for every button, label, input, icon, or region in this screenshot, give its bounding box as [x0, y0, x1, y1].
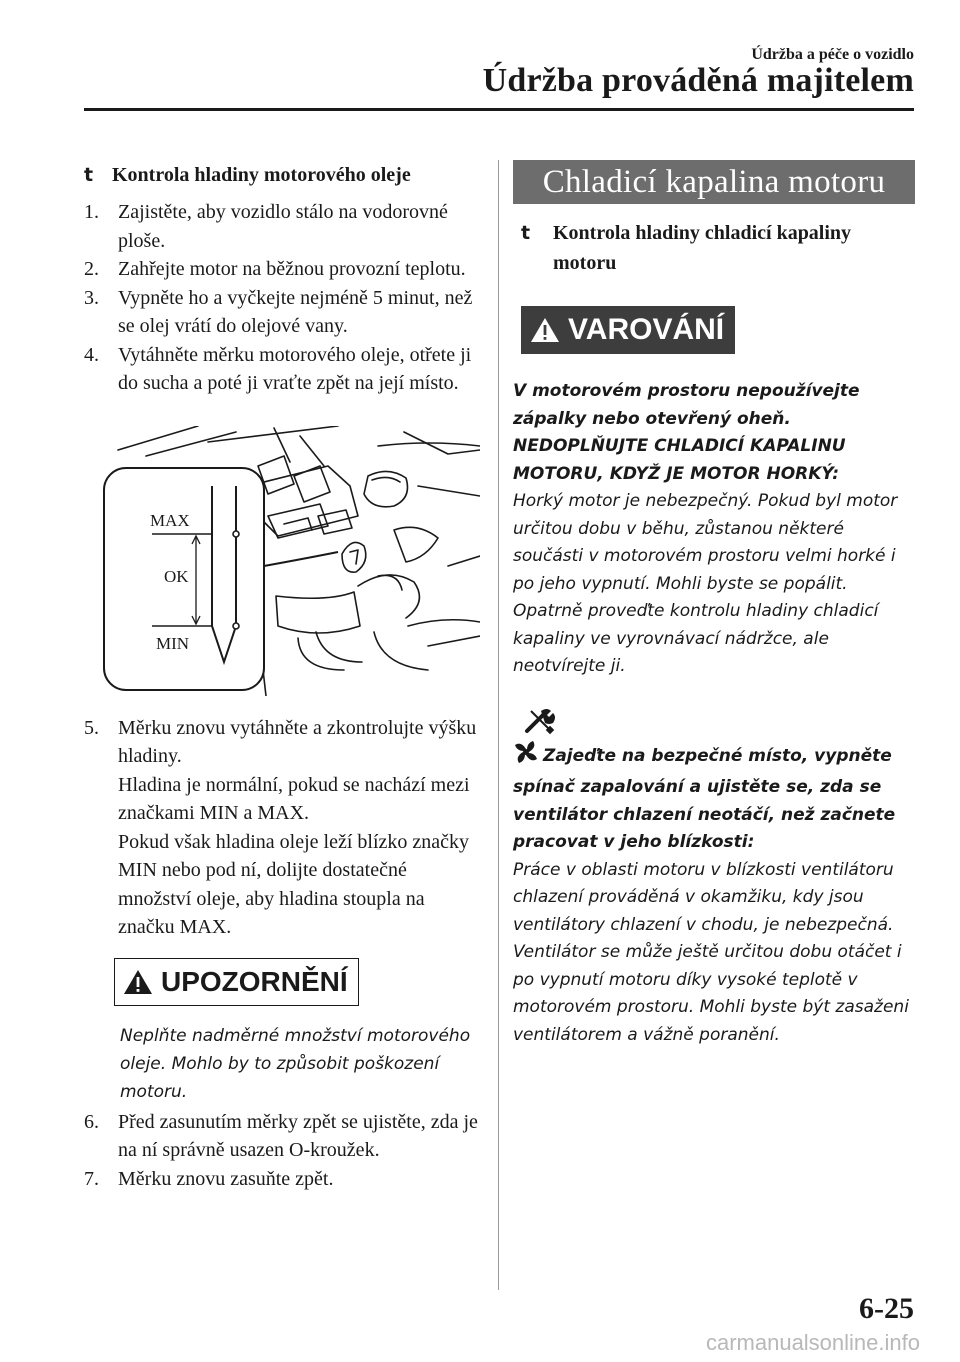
- chapter-header: Údržba a péče o vozidlo: [751, 46, 914, 63]
- page-number: 6-25: [859, 1292, 914, 1325]
- step-number: 7.: [84, 1167, 99, 1190]
- warning-badge: [521, 306, 735, 354]
- step-text: Vytáhněte měrku motorového oleje, otřete ji do sucha a poté ji vraťte zpět na její místo.: [118, 343, 472, 394]
- fan-warning-text: [513, 739, 915, 1050]
- section-heading-oil: [84, 160, 480, 190]
- step-text: Pokud však hladina oleje leží blízko značky MIN nebo pod ní, dolijte dostatečné množství oleje, aby hladina stoupla na značku MAX.: [118, 830, 470, 938]
- warning-triangle-icon: [530, 317, 560, 343]
- warning-body: [513, 378, 915, 681]
- list-item: [84, 284, 480, 341]
- step-number: 1.: [84, 201, 99, 223]
- section-marker: t: [84, 164, 94, 186]
- page-title: Údržba prováděná majitelem: [482, 62, 914, 99]
- dipstick-illustration: [88, 426, 480, 696]
- section-banner-coolant: Chladicí kapalina motoru: [513, 160, 915, 204]
- step-number: 3.: [84, 286, 99, 309]
- step-number: 2.: [84, 258, 99, 280]
- step-number: 6.: [84, 1110, 99, 1133]
- fan-warning-bold: Zajeďte na bezpečné místo, vypněte spínač zapalování a ujistěte se, zda se ventilátor chlazení neotáčí, než začnete pracovat v jeho blízkosti:: [513, 745, 896, 852]
- warning-bold-1: V motorovém prostoru nepoužívejte zápalky nebo otevřený oheň.: [513, 381, 860, 429]
- section-title-coolant: Kontrola hladiny chladicí kapaliny motoru: [553, 222, 852, 274]
- list-item: [84, 1108, 480, 1165]
- warning-label: VAROVÁNÍ: [568, 313, 725, 346]
- dipstick-max-label: MAX: [150, 510, 190, 530]
- step-number: 4.: [84, 343, 99, 366]
- right-column: [513, 160, 915, 1049]
- column-divider: [498, 160, 499, 1290]
- step-text: Měrku znovu zasuňte zpět.: [118, 1167, 334, 1190]
- list-item: [84, 255, 480, 284]
- step-text: Měrku znovu vytáhněte a zkontrolujte výšku hladiny.: [118, 716, 477, 767]
- engine-bay-drawing: [88, 426, 480, 696]
- header-rule: [84, 108, 914, 111]
- warning-text: Horký motor je nebezpečný. Pokud byl motor určitou dobu v běhu, zůstanou některé součásti v motorovém prostoru velmi horké i po jeho vypnutí. Mohli byste se popálit. Opatrně proveďte kontrolu hladiny chladicí kapaliny ve vyrovnávací nádržce, ale neotvírejte ji.: [513, 491, 898, 676]
- steps-list-b: [84, 1108, 480, 1194]
- section-marker: t: [521, 222, 531, 244]
- crossed-wrench-icon: [523, 707, 557, 735]
- step-text: Vypněte ho a vyčkejte nejméně 5 minut, než se olej vrátí do olejové vany.: [118, 286, 473, 337]
- step-text: Zahřejte motor na běžnou provozní teplotu.: [118, 258, 466, 280]
- caution-badge: [114, 958, 359, 1006]
- section-title-oil: Kontrola hladiny motorového oleje: [112, 164, 411, 186]
- warning-triangle-icon: [123, 969, 153, 995]
- fan-icon: [513, 739, 539, 775]
- dipstick-min-label: MIN: [156, 633, 190, 653]
- list-item: [84, 1165, 480, 1194]
- caution-text: Neplňte nadměrné množství motorového oleje. Mohlo by to způsobit poškození motoru.: [120, 1025, 471, 1102]
- list-item: [84, 341, 480, 398]
- step-text: Zajistěte, aby vozidlo stálo na vodorovné ploše.: [118, 201, 448, 252]
- caution-label: UPOZORNĚNÍ: [161, 965, 348, 997]
- left-column: [84, 160, 480, 1193]
- dipstick-ok-label: OK: [164, 566, 189, 586]
- fan-warning-body: Práce v oblasti motoru v blízkosti ventilátoru chlazení prováděná v okamžiku, kdy jsou ventilátory chlazení v chodu, je nebezpečná. Ventilátor se může ještě určitou dobu otáčet i po vypnutí motoru díky vysoké teplotě v motorovém prostoru. Mohli byste být zasaženi ventilátorem a vážně poranění.: [513, 859, 909, 1045]
- section-heading-coolant: [513, 218, 915, 278]
- list-item: [84, 198, 480, 255]
- step-number: 5.: [84, 716, 99, 739]
- step-5: [84, 714, 480, 942]
- step-text: Hladina je normální, pokud se nachází mezi značkami MIN a MAX.: [118, 773, 470, 824]
- step-text: Před zasunutím měrky zpět se ujistěte, zda je na ní správně usazen O-kroužek.: [118, 1110, 478, 1161]
- fan-warning-block: [513, 707, 915, 1050]
- steps-list-a: [84, 198, 480, 398]
- watermark: carmanualsonline.info: [705, 1330, 920, 1355]
- warning-bold-2: NEDOPLŇUJTE CHLADICÍ KAPALINU MOTORU, KDYŽ JE MOTOR HORKÝ:: [513, 436, 846, 484]
